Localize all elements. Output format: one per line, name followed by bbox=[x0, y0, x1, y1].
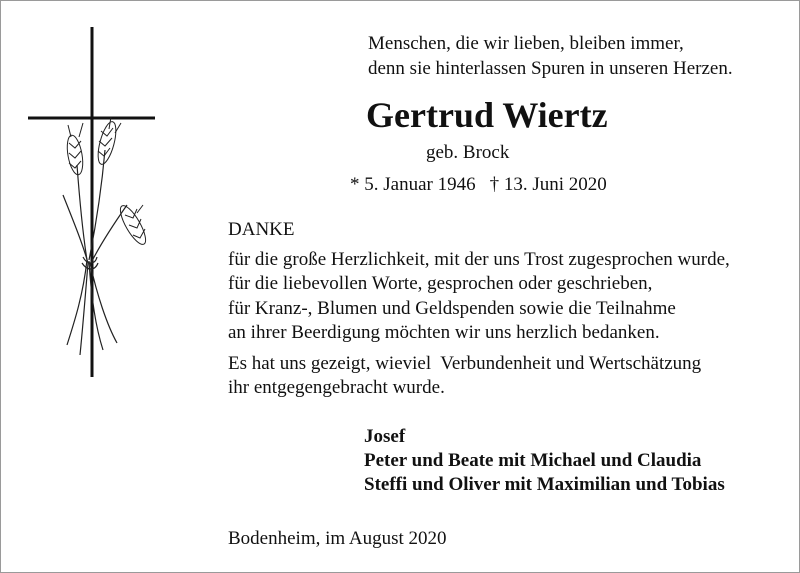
death-date: † 13. Juni 2020 bbox=[489, 174, 607, 195]
motto-line: denn sie hinterlassen Spuren in unseren Herzen. bbox=[368, 58, 733, 79]
signers bbox=[364, 425, 725, 497]
signer: Josef bbox=[364, 426, 406, 447]
birth-date: * 5. Januar 1946 bbox=[350, 174, 476, 195]
motto-line: Menschen, die wir lieben, bleiben immer, bbox=[368, 33, 684, 54]
maiden-name: geb. Brock bbox=[426, 142, 510, 163]
life-dates bbox=[350, 173, 607, 197]
thanks-paragraph-1 bbox=[228, 248, 730, 345]
deceased-name: Gertrud Wiertz bbox=[366, 95, 608, 135]
text-line: an ihrer Beerdigung möchten wir uns herzlich bedanken. bbox=[228, 321, 660, 343]
cross-with-wheat-icon bbox=[25, 25, 160, 380]
thanks-paragraph-2 bbox=[228, 352, 701, 401]
signer: Steffi und Oliver mit Maximilian und Tobias bbox=[364, 474, 725, 495]
text-line: ihr entgegengebracht wurde. bbox=[228, 377, 445, 399]
text-line: für die liebevollen Worte, gesprochen oder geschrieben, bbox=[228, 273, 653, 295]
text-line: für Kranz-, Blumen und Geldspenden sowie die Teilnahme bbox=[228, 297, 676, 319]
thanks-heading: DANKE bbox=[228, 219, 295, 240]
motto bbox=[368, 31, 733, 81]
text-line: Es hat uns gezeigt, wieviel Verbundenheit und Wertschätzung bbox=[228, 353, 702, 374]
signer: Peter und Beate mit Michael und Claudia bbox=[364, 450, 702, 471]
place-date: Bodenheim, im August 2020 bbox=[228, 528, 447, 549]
text-line: für die große Herzlichkeit, mit der uns Trost zugesprochen wurde, bbox=[228, 249, 730, 270]
